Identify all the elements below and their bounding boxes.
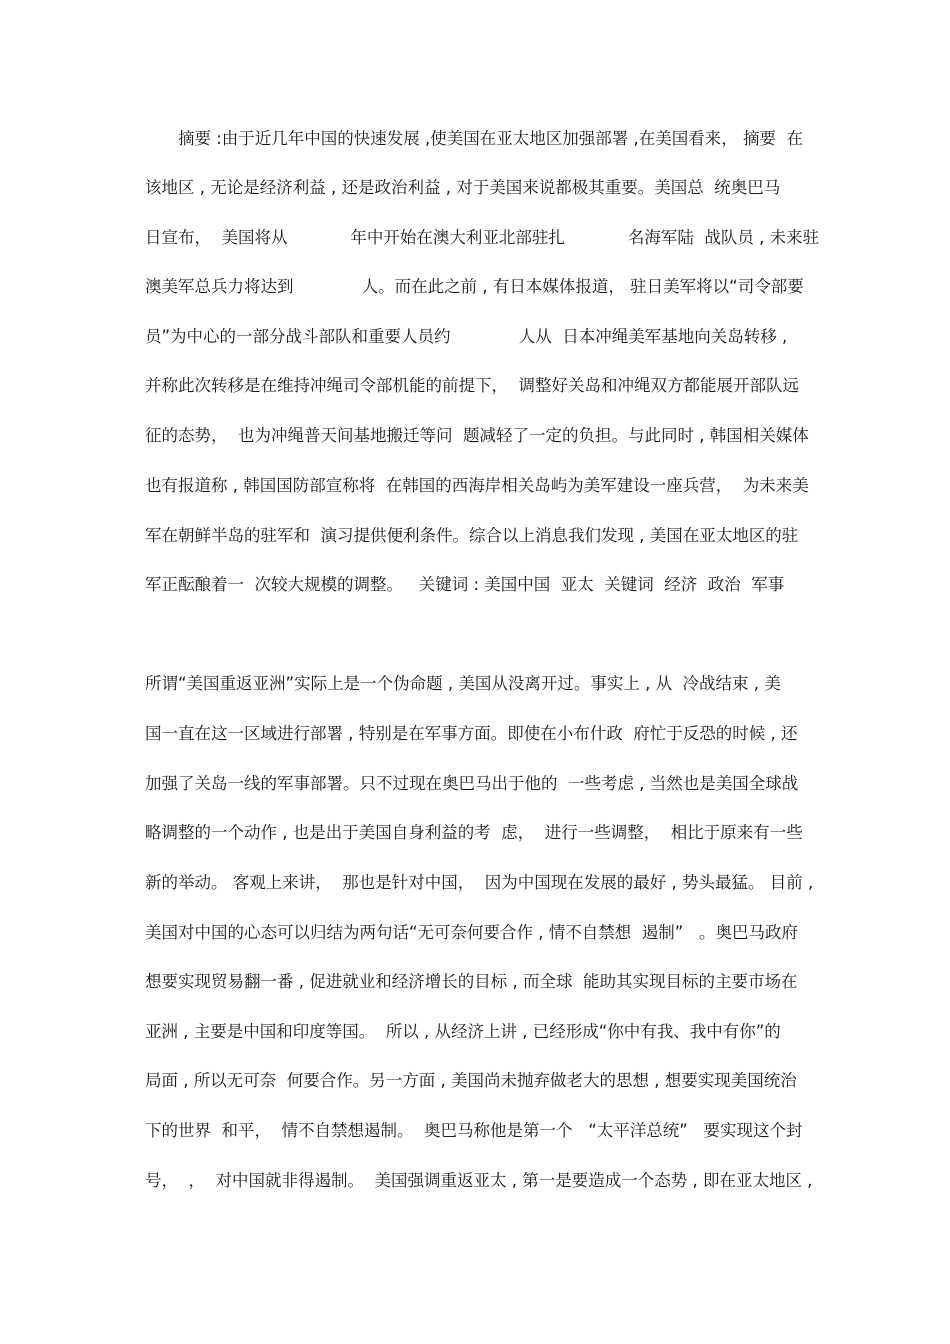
abstract-line: 军正酝酿着一 次较大规模的调整。 关键词 : 美国中国 亚太 关键词 经济 政治 军事 bbox=[145, 575, 785, 594]
body-line: 国一直在这一区域进行部署 , 特别是在军事方面。即使在小布什政 府忙于反恐的时候 , 还 bbox=[145, 724, 798, 743]
abstract-line: 军在朝鲜半岛的驻军和 演习提供便利条件。综合以上消息我们发现 , 美国在亚太地区的驻 bbox=[145, 526, 799, 545]
abstract-line: 摘要 :由于近几年中国的快速发展 ,使美国在亚太地区加强部署 ,在美国看来， 摘要 在 bbox=[178, 129, 804, 148]
body-line: 新的举动。 客观上来讲， 那也是针对中国， 因为中国现在发展的最好 , 势头最猛。 目前 , bbox=[145, 873, 814, 892]
body-line: 想要实现贸易翻一番 , 促进就业和经济增长的目标 , 而全球 能助其实现目标的主要市场在 bbox=[145, 972, 798, 991]
body-line: 加强了关岛一线的军事部署。只不过现在奥巴马出于他的 一些考虑 , 当然也是美国全球战 bbox=[145, 774, 799, 793]
abstract-line: 并称此次转移是在维持冲绳司令部机能的前提下， 调整好关岛和冲绳双方都能展开部队远 bbox=[145, 376, 799, 395]
abstract-line: 日宣布， 美国将从 年中开始在澳大利亚北部驻扎 名海军陆 战队员 , 未来驻 bbox=[145, 228, 820, 247]
body-line: 下的世界 和平， 情不自禁想遏制。 奥巴马称他是第一个 “太平洋总统” 要实现这个封 bbox=[145, 1121, 803, 1140]
abstract-line: 征的态势， 也为冲绳普天间基地搬迁等问 题减轻了一定的负担。与此同时 , 韩国相关媒体 bbox=[145, 426, 809, 445]
body-line: 美国对中国的心态可以归结为两句话“无可奈何要合作 , 情不自禁想 遏制” 。奥巴马政府 bbox=[145, 923, 799, 942]
abstract-line: 该地区 , 无论是经济利益 , 还是政治利益 , 对于美国来说都极其重要。美国总 统奥巴马 bbox=[145, 178, 781, 197]
abstract-line: 员”为中心的一部分战斗部队和重要人员约 人从 日本冲绳美军基地向关岛转移 , bbox=[145, 327, 788, 346]
abstract-line: 澳美军总兵力将达到 人。而在此之前 , 有日本媒体报道， 驻日美军将以“司令部要 bbox=[145, 277, 804, 296]
body-line: 略调整的一个动作 , 也是出于美国自身利益的考 虑， 进行一些调整， 相比于原来有一些 bbox=[145, 823, 803, 842]
body-line: 号， ， 对中国就非得遏制。 美国强调重返亚太 , 第一是要造成一个态势 , 即在亚太地区 , bbox=[145, 1171, 813, 1190]
abstract-line: 也有报道称 , 韩国国防部宣称将 在韩国的西海岸相关岛屿为美军建设一座兵营， 为未来美 bbox=[145, 476, 809, 495]
body-line: 所谓“美国重返亚洲”实际上是一个伪命题 , 美国从没离开过。事实上 , 从 冷战结束 , 美 bbox=[145, 674, 781, 693]
body-line: 亚洲 , 主要是中国和印度等国。 所以 , 从经济上讲 , 已经形成“你中有我、我中有你”的 bbox=[145, 1022, 781, 1041]
body-line: 局面 , 所以无可奈 何要合作。另一方面 , 美国尚未抛弃做老大的思想 , 想要实现美国统治 bbox=[145, 1071, 797, 1090]
